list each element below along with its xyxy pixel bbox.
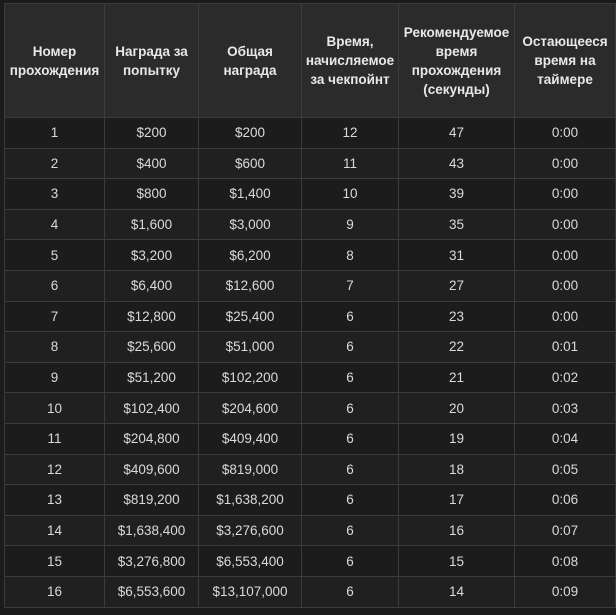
cell-total-reward: $6,553,400 <box>199 546 302 577</box>
cell-recommended-time: 18 <box>399 454 515 485</box>
cell-attempt-reward: $3,276,800 <box>105 546 199 577</box>
cell-recommended-time: 27 <box>399 270 515 301</box>
cell-total-reward: $1,400 <box>199 179 302 210</box>
cell-attempt-reward: $12,800 <box>105 301 199 332</box>
cell-attempt-reward: $6,553,600 <box>105 576 199 607</box>
cell-remaining-time: 0:05 <box>515 454 616 485</box>
cell-checkpoint-time: 6 <box>302 332 399 363</box>
column-header-line: Рекомендуемое <box>403 24 510 40</box>
cell-attempt-reward: $1,638,400 <box>105 515 199 546</box>
cell-recommended-time: 20 <box>399 393 515 424</box>
cell-attempt-reward: $3,200 <box>105 240 199 271</box>
cell-checkpoint-time: 6 <box>302 576 399 607</box>
table-row <box>5 485 616 516</box>
cell-checkpoint-time: 6 <box>302 423 399 454</box>
cell-attempt-reward: $204,800 <box>105 423 199 454</box>
cell-attempt-number: 4 <box>5 209 105 240</box>
column-header-line: награда <box>223 62 277 78</box>
cell-recommended-time: 23 <box>399 301 515 332</box>
cell-checkpoint-time: 6 <box>302 546 399 577</box>
column-header-line: Номер <box>32 43 77 59</box>
cell-checkpoint-time: 6 <box>302 362 399 393</box>
cell-attempt-number: 14 <box>5 515 105 546</box>
table-row <box>5 332 616 363</box>
column-header-checkpoint-time <box>302 4 399 118</box>
cell-checkpoint-time: 6 <box>302 301 399 332</box>
table-row <box>5 546 616 577</box>
cell-total-reward: $409,400 <box>199 423 302 454</box>
column-header-line: прохождения <box>9 62 100 78</box>
cell-attempt-number: 11 <box>5 423 105 454</box>
cell-attempt-number: 8 <box>5 332 105 363</box>
cell-remaining-time: 0:06 <box>515 485 616 516</box>
cell-attempt-number: 5 <box>5 240 105 271</box>
cell-checkpoint-time: 10 <box>302 179 399 210</box>
column-header-line: прохождения <box>411 62 502 78</box>
cell-recommended-time: 14 <box>399 576 515 607</box>
header-row <box>5 4 616 118</box>
cell-remaining-time: 0:00 <box>515 148 616 179</box>
table-row <box>5 301 616 332</box>
cell-checkpoint-time: 8 <box>302 240 399 271</box>
table-row <box>5 576 616 607</box>
cell-attempt-reward: $102,400 <box>105 393 199 424</box>
cell-attempt-reward: $51,200 <box>105 362 199 393</box>
column-header-line: время на <box>534 53 596 68</box>
cell-remaining-time: 0:07 <box>515 515 616 546</box>
cell-total-reward: $1,638,200 <box>199 485 302 516</box>
cell-remaining-time: 0:00 <box>515 301 616 332</box>
cell-attempt-number: 3 <box>5 179 105 210</box>
column-header-line: Время, <box>326 34 374 49</box>
cell-checkpoint-time: 6 <box>302 485 399 516</box>
column-header-total-reward <box>199 4 302 118</box>
cell-attempt-reward: $200 <box>105 118 199 149</box>
cell-total-reward: $25,400 <box>199 301 302 332</box>
cell-attempt-number: 2 <box>5 148 105 179</box>
column-header-line: Остающееся <box>522 34 608 49</box>
cell-attempt-reward: $819,200 <box>105 485 199 516</box>
column-header-recommended-time <box>399 4 515 118</box>
cell-total-reward: $12,600 <box>199 270 302 301</box>
table-row <box>5 423 616 454</box>
column-header-remaining-time <box>515 4 616 118</box>
cell-checkpoint-time: 11 <box>302 148 399 179</box>
table-row <box>5 362 616 393</box>
cell-recommended-time: 17 <box>399 485 515 516</box>
cell-attempt-number: 15 <box>5 546 105 577</box>
cell-attempt-number: 10 <box>5 393 105 424</box>
cell-total-reward: $819,000 <box>199 454 302 485</box>
table-header <box>5 4 616 118</box>
cell-attempt-number: 9 <box>5 362 105 393</box>
cell-total-reward: $3,000 <box>199 209 302 240</box>
table-row <box>5 148 616 179</box>
cell-recommended-time: 43 <box>399 148 515 179</box>
cell-recommended-time: 19 <box>399 423 515 454</box>
cell-checkpoint-time: 9 <box>302 209 399 240</box>
cell-attempt-reward: $1,600 <box>105 209 199 240</box>
cell-total-reward: $102,200 <box>199 362 302 393</box>
cell-attempt-number: 12 <box>5 454 105 485</box>
cell-recommended-time: 31 <box>399 240 515 271</box>
cell-total-reward: $204,600 <box>199 393 302 424</box>
cell-total-reward: $3,276,600 <box>199 515 302 546</box>
cell-checkpoint-time: 7 <box>302 270 399 301</box>
rewards-table-container <box>4 3 616 615</box>
cell-attempt-number: 16 <box>5 576 105 607</box>
rewards-table <box>4 3 616 608</box>
column-header-line: начисляемое <box>305 53 395 68</box>
cell-recommended-time: 21 <box>399 362 515 393</box>
table-row <box>5 179 616 210</box>
cell-remaining-time: 0:00 <box>515 270 616 301</box>
cell-attempt-number: 13 <box>5 485 105 516</box>
cell-remaining-time: 0:08 <box>515 546 616 577</box>
cell-total-reward: $13,107,000 <box>199 576 302 607</box>
column-header-attempt-number <box>5 4 105 118</box>
cell-checkpoint-time: 6 <box>302 454 399 485</box>
cell-recommended-time: 16 <box>399 515 515 546</box>
cell-remaining-time: 0:00 <box>515 240 616 271</box>
cell-recommended-time: 47 <box>399 118 515 149</box>
cell-total-reward: $6,200 <box>199 240 302 271</box>
table-body <box>5 118 616 608</box>
cell-remaining-time: 0:00 <box>515 118 616 149</box>
column-header-line: таймере <box>537 72 593 87</box>
cell-attempt-number: 6 <box>5 270 105 301</box>
cell-remaining-time: 0:00 <box>515 179 616 210</box>
column-header-line: Общая <box>227 43 273 59</box>
table-row <box>5 454 616 485</box>
table-row <box>5 209 616 240</box>
cell-checkpoint-time: 12 <box>302 118 399 149</box>
cell-remaining-time: 0:03 <box>515 393 616 424</box>
cell-attempt-reward: $6,400 <box>105 270 199 301</box>
cell-recommended-time: 35 <box>399 209 515 240</box>
cell-remaining-time: 0:04 <box>515 423 616 454</box>
cell-checkpoint-time: 6 <box>302 515 399 546</box>
column-header-line: Награда за <box>115 43 188 59</box>
cell-attempt-reward: $400 <box>105 148 199 179</box>
cell-total-reward: $51,000 <box>199 332 302 363</box>
column-header-line: попытку <box>123 62 180 78</box>
cell-total-reward: $200 <box>199 118 302 149</box>
table-row <box>5 515 616 546</box>
cell-recommended-time: 15 <box>399 546 515 577</box>
table-row <box>5 270 616 301</box>
cell-remaining-time: 0:02 <box>515 362 616 393</box>
cell-remaining-time: 0:00 <box>515 209 616 240</box>
table-row <box>5 240 616 271</box>
cell-attempt-reward: $409,600 <box>105 454 199 485</box>
cell-remaining-time: 0:09 <box>515 576 616 607</box>
cell-total-reward: $600 <box>199 148 302 179</box>
cell-remaining-time: 0:01 <box>515 332 616 363</box>
cell-attempt-reward: $800 <box>105 179 199 210</box>
table-row <box>5 118 616 149</box>
cell-recommended-time: 39 <box>399 179 515 210</box>
cell-attempt-number: 1 <box>5 118 105 149</box>
column-header-line: за чекпойнт <box>310 72 390 87</box>
cell-recommended-time: 22 <box>399 332 515 363</box>
cell-attempt-reward: $25,600 <box>105 332 199 363</box>
cell-checkpoint-time: 6 <box>302 393 399 424</box>
column-header-line: (секунды) <box>423 81 490 97</box>
column-header-line: время <box>435 43 478 59</box>
table-row <box>5 393 616 424</box>
column-header-attempt-reward <box>105 4 199 118</box>
cell-attempt-number: 7 <box>5 301 105 332</box>
